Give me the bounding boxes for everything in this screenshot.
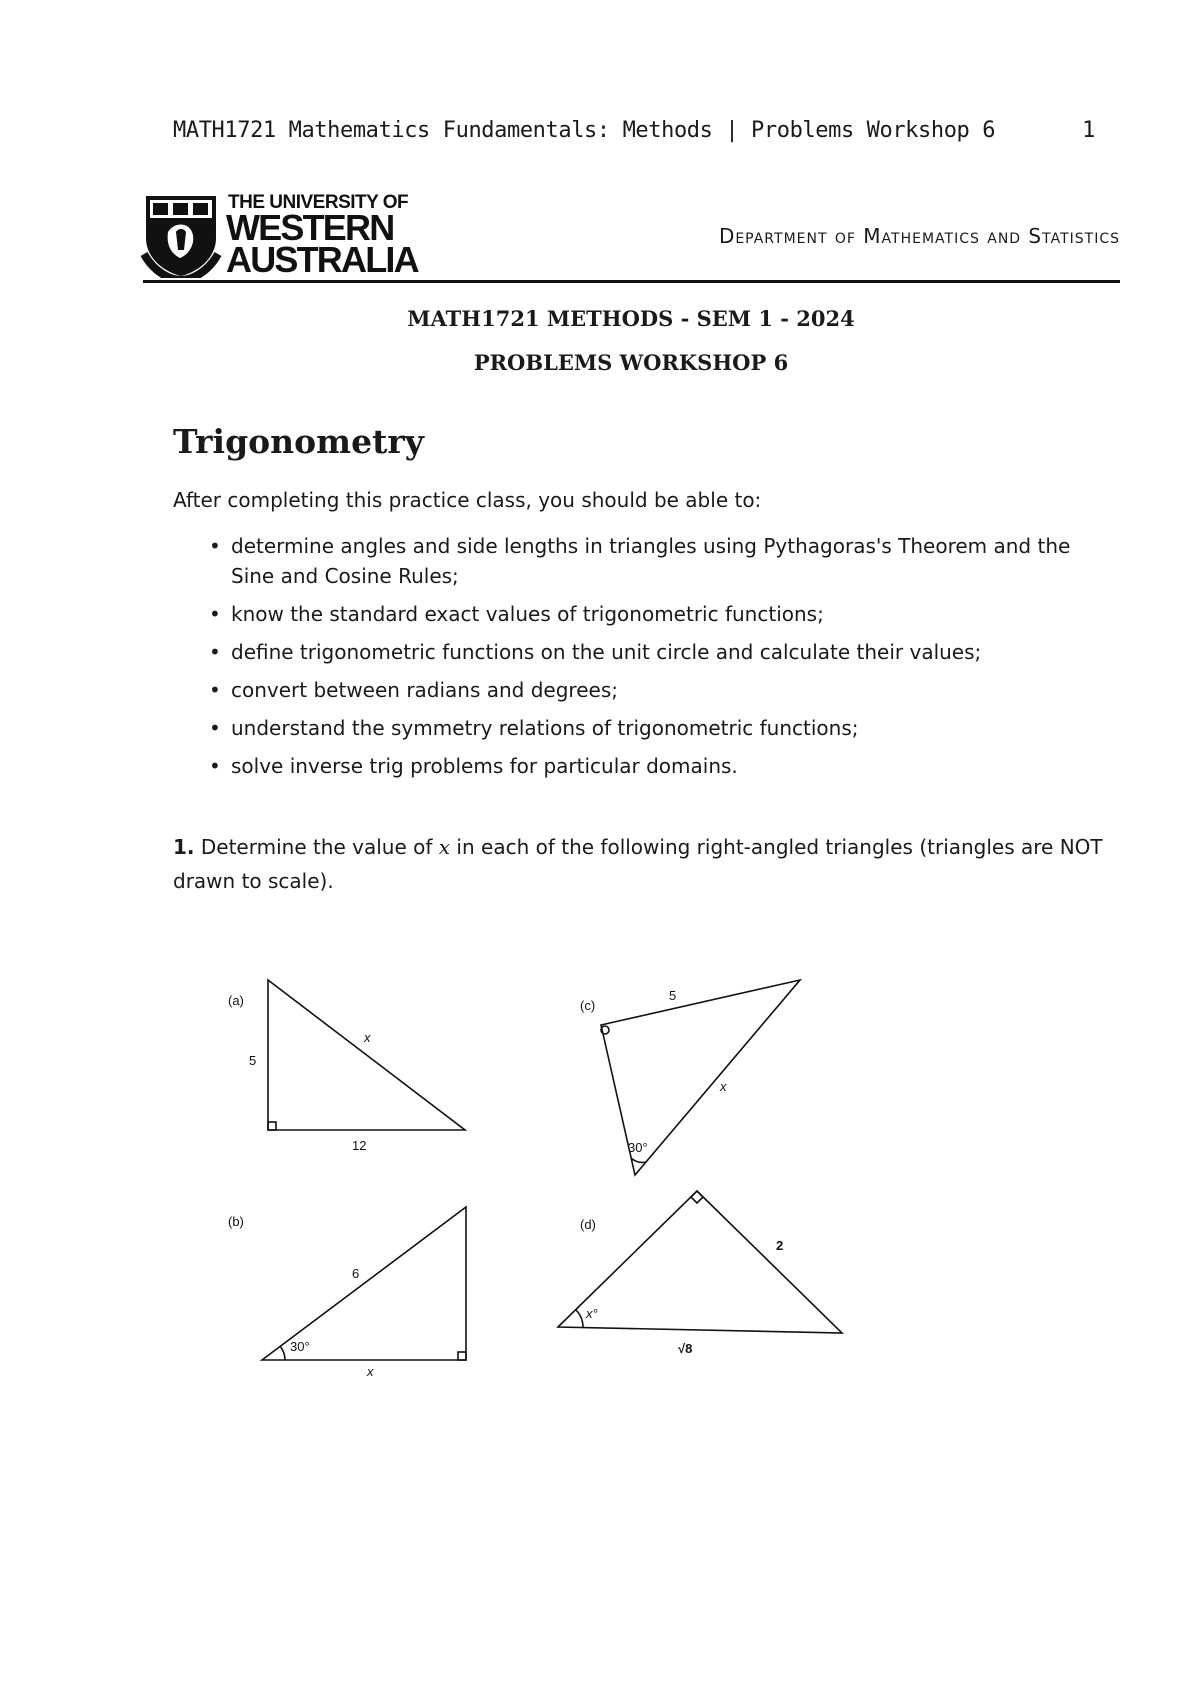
objective-text: understand the symmetry relations of trigonometric functions; <box>231 716 859 740</box>
question-number: 1. <box>173 835 195 859</box>
university-logo <box>140 188 420 278</box>
angle-arc-d <box>576 1310 583 1328</box>
triangle-a <box>268 980 465 1130</box>
objective-text: define trigonometric functions on the unit circle and calculate their values; <box>231 640 982 664</box>
workshop-title: PROBLEMS WORKSHOP 6 <box>473 350 789 375</box>
side-label: 2 <box>776 1238 784 1253</box>
bullet-icon: • <box>209 640 221 664</box>
running-header <box>173 118 1095 143</box>
angle-arc-c <box>631 1158 646 1162</box>
side-label: 6 <box>352 1266 360 1281</box>
running-title: MATH1721 Mathematics Fundamentals: Methods | Problems Workshop 6 <box>173 118 996 143</box>
question-text-after: in each of the following right-angled triangles (triangles are NOT drawn to scale). <box>173 835 1103 893</box>
logo-text-line3: AUSTRALIA <box>226 239 418 280</box>
right-angle-mark-b <box>458 1352 466 1360</box>
triangle-d <box>558 1191 842 1333</box>
figure-label-d: (d) <box>580 1217 596 1232</box>
side-label: √8 <box>678 1341 693 1356</box>
angle-label: 30° <box>628 1140 648 1155</box>
question-1 <box>173 830 1103 898</box>
objective-text: convert between radians and degrees; <box>231 678 618 702</box>
triangle-figures <box>0 960 1200 1390</box>
objective-text: solve inverse trig problems for particular domains. <box>231 754 738 778</box>
logo-text-line1: THE UNIVERSITY OF <box>228 192 409 213</box>
list-item <box>205 599 1105 629</box>
angle-label-x: x° <box>586 1306 598 1321</box>
question-variable: x <box>438 835 451 859</box>
right-angle-mark-a <box>268 1122 276 1130</box>
bullet-icon: • <box>209 716 221 740</box>
angle-label: 30° <box>290 1339 310 1354</box>
figure-label-c: (c) <box>580 998 596 1013</box>
bullet-icon: • <box>209 678 221 702</box>
bullet-icon: • <box>209 754 221 778</box>
figure-label-b: (b) <box>228 1214 244 1229</box>
page-number: 1 <box>1082 118 1095 143</box>
side-label-x: x <box>367 1364 374 1379</box>
header-rule <box>143 280 1120 283</box>
list-item <box>205 751 1105 781</box>
objective-text: determine angles and side lengths in triangles using Pythagoras's Theorem and the Sine and Cosine Rules; <box>231 534 1071 588</box>
angle-arc-b <box>280 1346 285 1360</box>
figure-label-a: (a) <box>228 993 244 1008</box>
crest-icon <box>140 192 222 278</box>
question-text-before: Determine the value of <box>200 835 439 859</box>
right-angle-mark-d <box>691 1191 703 1203</box>
intro-text: After completing this practice class, you should be able to: <box>173 488 762 512</box>
list-item <box>205 637 1105 667</box>
list-item <box>205 675 1105 705</box>
bullet-icon: • <box>209 534 221 558</box>
department-name: Department of Mathematics and Statistics <box>718 224 1120 248</box>
side-label: 12 <box>352 1138 367 1153</box>
side-label-x: x <box>364 1030 371 1045</box>
objectives-list <box>205 531 1105 789</box>
objective-text: know the standard exact values of trigonometric functions; <box>231 602 824 626</box>
side-label: 5 <box>669 988 677 1003</box>
logo-text-line2: WESTERN <box>226 207 394 248</box>
section-title: Trigonometry <box>173 422 424 461</box>
side-label: 5 <box>249 1053 257 1068</box>
list-item <box>205 531 1105 591</box>
course-title: MATH1721 METHODS - SEM 1 - 2024 <box>407 306 855 331</box>
side-label-x: x <box>720 1079 727 1094</box>
bullet-icon: • <box>209 602 221 626</box>
triangle-b <box>262 1207 466 1360</box>
list-item <box>205 713 1105 743</box>
